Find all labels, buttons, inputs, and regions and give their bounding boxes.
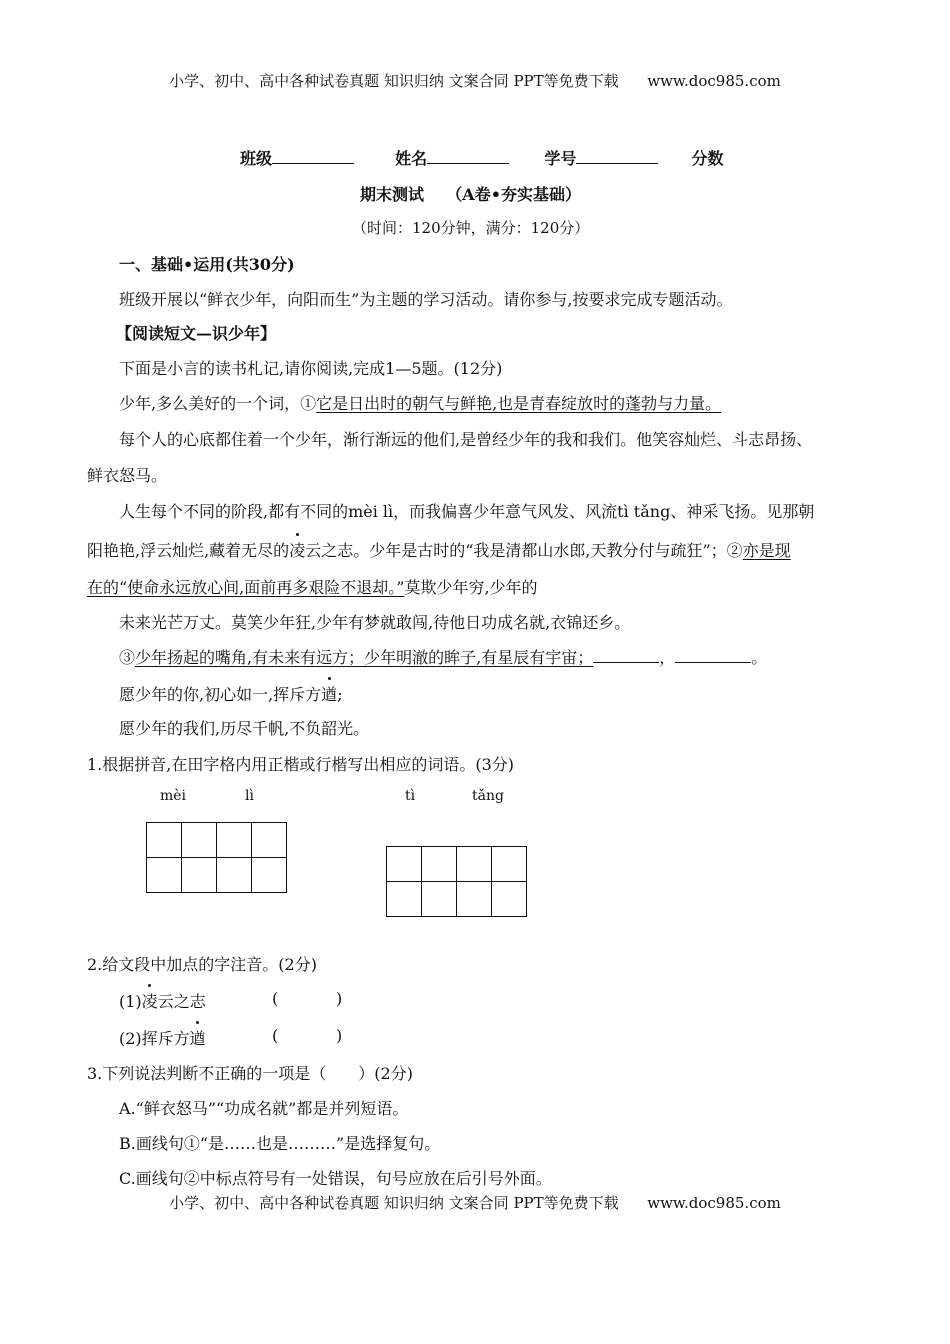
option-a: A.“鲜衣怒马”“功成名就”都是并列短语。 [119,1099,409,1118]
passage-p3b [87,538,791,561]
footer-text: 小学、初中、高中各种试卷真题 知识归纳 文案合同 PPT等免费下载 [169,1194,619,1212]
dotted-char-qiu-q: 遒 [190,1026,206,1049]
p3b-text-2: 云之志。少年是古时的“我是清都山水郎,天教分付与疏狂”；② [305,541,743,560]
pinyin-tang: tǎng [472,788,504,804]
question-1: 1.根据拼音,在田字格内用正楷或行楷写出相应的词语。(3分) [87,755,515,774]
footer-url: www.doc985.com [647,1194,781,1212]
title-main: 期末测试 [360,185,425,204]
pinyin-li: lì [245,788,254,804]
answer-paren-2-open: ( [272,1026,279,1045]
passage-p2a: 每个人的心底都住着一个少年，渐行渐远的他们,是曾经少年的我和我们。他笑容灿烂、斗志昂扬、 [119,430,813,449]
pinyin-ti: tì [405,788,416,804]
answer-paren-1-close: ) [336,989,343,1008]
p3c-text: 莫欺少年穷,少年的 [404,578,538,597]
page-footer [0,1192,950,1213]
p5-comma: ， [659,648,676,667]
title-sub: （A卷•夯实基础） [446,185,581,204]
dotted-char-qiu: 遒 [321,682,337,705]
id-label: 学号 [544,149,577,168]
underlined-sentence-2a: 亦是现 [742,541,791,560]
dotted-char-ling-q: 凌 [142,989,158,1012]
passage-p3a: 人生每个不同的阶段,都有不同的mèi lì，而我偏喜少年意气风发、风流tì tǎng、神采飞扬。见那朝 [119,502,815,521]
p5-num: ③ [119,648,136,667]
q2-2-text: (2)挥斥方 [119,1029,190,1048]
writing-grid-2[interactable] [386,846,527,917]
writing-grid-1[interactable] [146,822,287,893]
section1-subheading: 【阅读短文—识少年】 [116,324,277,343]
passage-p4: 未来光芒万丈。莫笑少年狂,少年有梦就敢闯,待他日功成名就,衣锦还乡。 [119,613,631,632]
class-label: 班级 [240,149,273,168]
p6-text-1: 愿少年的你,初心如一,挥斥方 [119,685,322,704]
section1-intro: 班级开展以“鲜衣少年，向阳而生”为主题的学习活动。请你参与,按要求完成专题活动。 [119,290,733,309]
p6-text-2: ; [337,685,343,704]
question-2: 2.给文段中加点的字注音。(2分) [87,955,317,974]
underlined-sentence-3: 少年扬起的嘴角,有未来有远方；少年明澈的眸子,有星辰有宇宙； [135,648,594,667]
passage-p2b: 鲜衣怒马。 [87,466,168,485]
exam-time: （时间：120分钟，满分：120分） [352,219,590,237]
passage-p3c [87,575,538,598]
q2-1-text: 云之志 [157,992,206,1011]
fill-blank-2[interactable] [675,648,751,663]
section1-heading: 一、基础•运用(共30分) [119,255,295,274]
question-2-item-2 [119,1026,206,1049]
question-2-item-1 [119,989,206,1012]
dotted-char-ling: 凌 [289,538,305,561]
q2-1-num: (1) [119,992,142,1011]
id-blank [576,149,658,164]
pinyin-mei: mèi [160,788,187,804]
score-label: 分数 [691,149,724,168]
underlined-sentence-1: 它是日出时的朝气与鲜艳,也是青春绽放时的蓬勃与力量。 [316,394,722,413]
name-label: 姓名 [395,149,428,168]
p1-text: 少年,多么美好的一个词，① [119,394,317,413]
passage-p1 [119,391,721,414]
header-text: 小学、初中、高中各种试卷真题 知识归纳 文案合同 PPT等免费下载 [169,72,619,90]
exam-title [360,182,581,205]
question-3: 3.下列说法判断不正确的一项是（ ）(2分) [87,1064,413,1083]
fill-blank-1[interactable] [593,648,659,663]
name-blank [427,149,509,164]
class-blank [272,149,354,164]
page-header [0,70,950,91]
header-url: www.doc985.com [647,72,781,90]
p5-end: 。 [751,648,768,667]
answer-paren-1-open: ( [272,989,279,1008]
passage-p5 [119,645,767,668]
info-line [240,146,724,169]
answer-paren-2-close: ) [336,1026,343,1045]
p3b-text-1: 阳艳艳,浮云灿烂,藏着无尽的 [87,541,290,560]
option-b: B.画线句①“是……也是………”是选择复句。 [119,1134,441,1153]
option-c: C.画线句②中标点符号有一处错误，句号应放在后引号外面。 [119,1169,552,1188]
passage-p6 [119,682,343,705]
passage-p7: 愿少年的我们,历尽千帆,不负韶光。 [119,719,370,738]
underlined-sentence-2b: 在的“使命永远放心间,面前再多艰险不退却。” [87,578,405,597]
section1-task: 下面是小言的读书札记,请你阅读,完成1—5题。(12分) [119,359,503,378]
